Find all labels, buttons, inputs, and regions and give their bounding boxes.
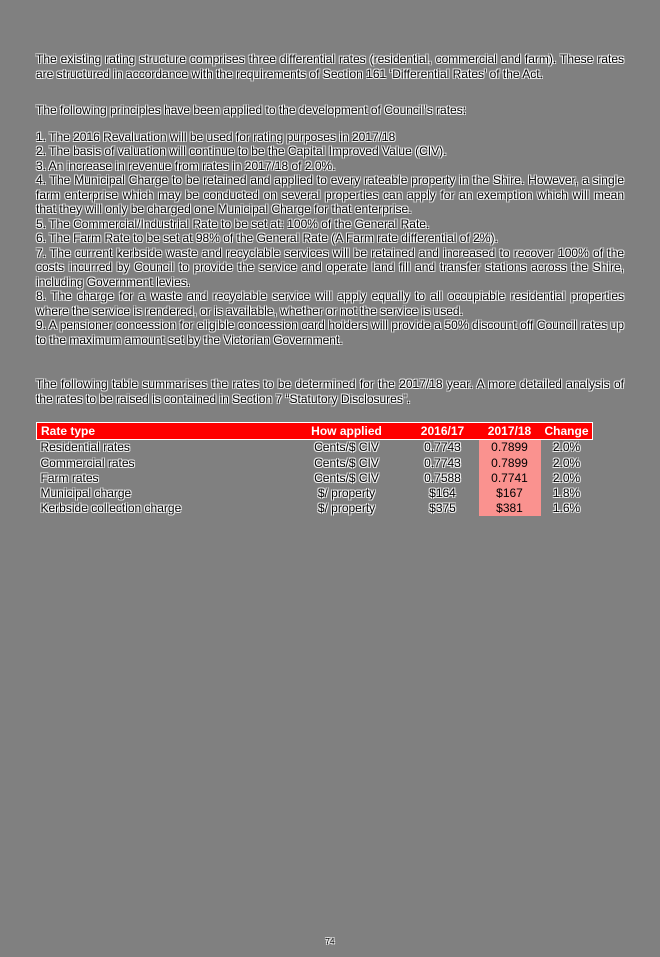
principle-item-8: 8. The charge for a waste and recyclable service will apply equally to all occupiable residential properties where the service is rendered, or is available, whether or not the service is used. (36, 289, 624, 318)
cell-how-applied: Cents/$ CIV (314, 455, 379, 470)
column-header-how-applied: How applied (287, 423, 407, 440)
cell-2016-17: $375 (429, 501, 456, 516)
column-header-change: Change (541, 423, 593, 440)
table-row (37, 486, 593, 501)
principle-item-2: 2. The basis of valuation will continue to be the Capital Improved Value (CIV). (36, 144, 447, 158)
cell-2017-18: $167 (479, 486, 541, 501)
principle-item-5: 5. The Commercial/Industrial Rate to be set at: 100% of the General Rate. (36, 216, 430, 231)
cell-2016-17: 0.7743 (424, 440, 461, 455)
cell-change: 2.0% (552, 470, 581, 485)
principle-item-6: 6. The Farm Rate to be set at 98% of the General Rate (A Farm rate differential of 2%). (36, 231, 498, 245)
cell-change: 2.0% (552, 440, 581, 455)
column-header-2016-17: 2016/17 (407, 423, 479, 440)
cell-how-applied: Cents/$ CIV (314, 440, 379, 455)
cell-2016-17: 0.7588 (424, 470, 461, 485)
cell-rate-type: Kerbside collection charge (40, 501, 182, 516)
cell-2017-18: 0.7899 (479, 455, 541, 470)
rates-table (36, 422, 593, 516)
principle-item-9: 9. A pensioner concession for eligible concession card holders will provide a 50% discount off Council rates up to the maximum amount set by the Victorian Government. (36, 318, 624, 347)
cell-change: 1.6% (552, 501, 581, 516)
table-row (37, 455, 593, 470)
table-row (37, 440, 593, 456)
cell-change: 1.8% (552, 485, 581, 500)
cell-rate-type: Farm rates (40, 470, 99, 485)
column-header-rate-type: Rate type (37, 423, 287, 440)
cell-rate-type: Municipal charge (40, 485, 132, 500)
principles-lead-paragraph: The following principles have been applied to the development of Council’s rates: (36, 103, 467, 117)
table-row (37, 470, 593, 485)
principles-list (36, 130, 624, 348)
page-content (36, 52, 624, 516)
page-number: 74 (325, 937, 335, 946)
cell-2016-17: 0.7743 (424, 455, 461, 470)
column-header-2017-18: 2017/18 (479, 423, 541, 440)
principle-item-4: 4. The Municipal Charge to be retained and applied to every rateable property in the Shire. However, a single farm enterprise which may be conducted on several properties can apply for an exemption which will mean that they will only be charged one Municipal Charge for that enterprise. (36, 173, 624, 216)
principle-item-7: 7. The current kerbside waste and recyclable services will be retained and increased to recover 100% of the costs incurred by Council to provide the service and operate land fill and transfer stations across the Shire, including Government levies. (36, 245, 624, 289)
table-row (37, 501, 593, 516)
cell-2017-18: 0.7899 (479, 440, 541, 456)
principle-item-3: 3. An increase in revenue from rates in 2017/18 of 2.0%. (36, 158, 336, 173)
cell-how-applied: $/ property (317, 485, 376, 500)
cell-how-applied: $/ property (317, 501, 376, 516)
cell-2016-17: $164 (429, 485, 456, 500)
cell-rate-type: Commercial rates (40, 455, 135, 470)
table-header-row (37, 423, 593, 440)
cell-change: 2.0% (552, 455, 581, 470)
principle-item-1: 1. The 2016 Revaluation will be used for rating purposes in 2017/18 (36, 129, 396, 144)
cell-2017-18: 0.7741 (479, 470, 541, 485)
intro-paragraph: The existing rating structure comprises three differential rates (residential, commercial and farm). These rates are structured in accordance with the requirements of Section 161 ‘Differential Rates’ of the Act. (36, 52, 624, 81)
table-lead-paragraph: The following table summarises the rates to be determined for the 2017/18 year. A more detailed analysis of the rates to be raised is contained in Section 7 “Statutory Disclosures”. (36, 377, 624, 406)
cell-rate-type: Residential rates (40, 440, 130, 455)
cell-2017-18: $381 (479, 501, 541, 516)
cell-how-applied: Cents/$ CIV (314, 470, 379, 485)
